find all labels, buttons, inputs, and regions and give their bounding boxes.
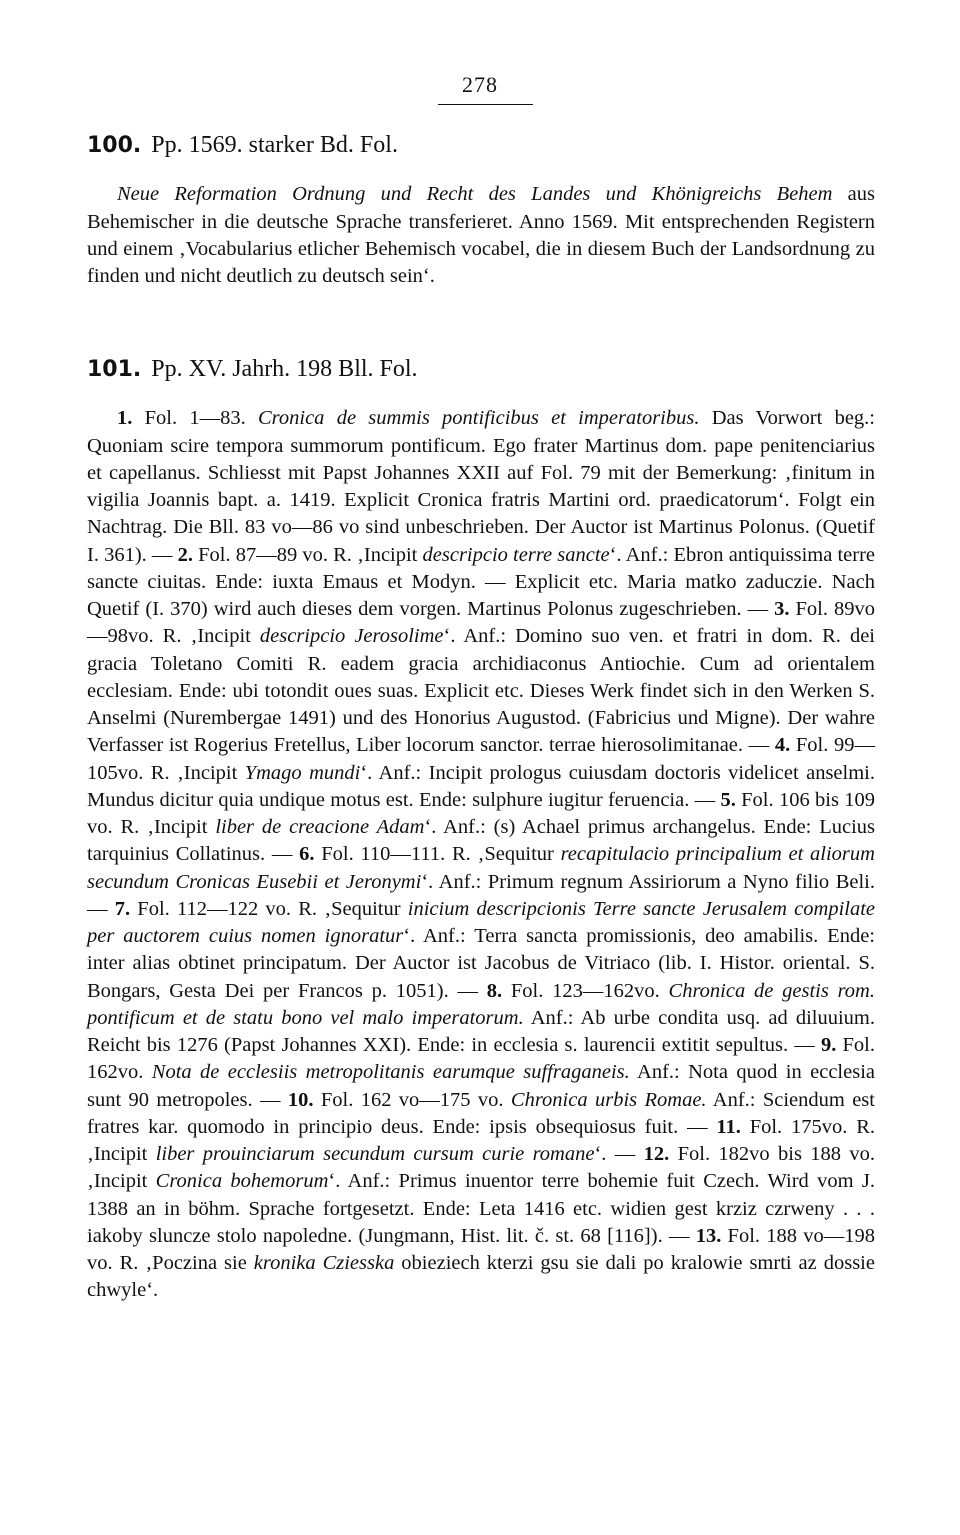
text-run: Fol. 182vo bis 188 vo. ‚Incipit bbox=[87, 1143, 876, 1193]
italic-title: Ymago mundi bbox=[244, 761, 361, 784]
entry-101-number: 101. bbox=[87, 357, 142, 382]
italic-title: liber de creacione Adam bbox=[215, 816, 425, 838]
text-run: Fol. 162vo. bbox=[87, 1034, 875, 1084]
italic-title: inicium descripcionis Terre sancte Jerusalem compilate per auctorem cuius nomen ignoratur bbox=[87, 897, 876, 947]
item-number: 2. bbox=[177, 543, 193, 566]
text-run: Fol. 89vo—98vo. R. ‚Incipit bbox=[87, 598, 875, 648]
entry-100-text: aus Behemischer in die deutsche Sprache transferieret. Anno 1569. Mit entsprechenden Registern und einem ‚Vocabularius etlicher Behemisch vocabel, die in diesem Buch der Landsordnung zu finden und nicht deutlich zu deutsch sein‘. bbox=[87, 183, 875, 287]
text-run: Fol. 175vo. R. ‚Incipit bbox=[87, 1115, 875, 1165]
text-run: ‘. Anf.: Terra sancta promissionis, deo amabilis. Ende: inter alias obtinet principatum. Der Auctor ist Jacobus de Vitriaco (lib. I. Histor. oriental. S. Bongars, Gesta Dei per Francos p. 1051). — bbox=[87, 925, 876, 1002]
italic-title: descripcio terre sancte bbox=[422, 543, 610, 566]
entry-101-body bbox=[87, 405, 875, 1304]
text-run: Fol. 87—89 vo. R. ‚Incipit bbox=[192, 543, 423, 566]
text-run: Fol. 162 vo—175 vo. bbox=[313, 1088, 511, 1111]
text-run: obieziech kterzi gsu sie dali po kralowie smrti az dossie chwyle‘. bbox=[87, 1252, 875, 1302]
entry-101-heading-text: Pp. XV. Jahrh. 198 Bll. Fol. bbox=[151, 356, 418, 382]
entry-100-heading bbox=[87, 132, 875, 159]
text-run: Anf.: Nota quod in ecclesia sunt 90 metropoles. — bbox=[87, 1061, 875, 1111]
entry-100-title: Neue Reformation Ordnung und Recht des Landes und Khönigreichs Behem bbox=[117, 183, 833, 206]
italic-title: Cronica bohemorum bbox=[155, 1170, 329, 1193]
item-number: 13. bbox=[695, 1224, 722, 1247]
text-run: ‘. Anf.: Incipit prologus cuiusdam doctoris videlicet anselmi. Mundus dicitur quia undique motus est. Ende: sulphure iugitur feruencia. — bbox=[87, 761, 875, 811]
text-run: Anf.: Ab urbe condita usq. ad diluuium. Reicht bis 1276 (Papst Johannes XXI). Ende: in ecclesia s. laurencii extitit sepultus. — bbox=[87, 1006, 875, 1056]
entry-100-heading-text: Pp. 1569. starker Bd. Fol. bbox=[151, 132, 398, 158]
italic-title: kronika Cziesska bbox=[253, 1252, 395, 1274]
italic-title: recapitulacio principalium et aliorum secundum Cronicas Eusebii et Jeronymi bbox=[87, 843, 875, 893]
text-run: Fol. 123—162vo. bbox=[502, 979, 669, 1002]
italic-title: Nota de ecclesiis metropolitanis earumque suffraganeis. bbox=[151, 1061, 630, 1084]
text-run: Fol. 1—83. bbox=[132, 407, 258, 430]
item-number: 12. bbox=[643, 1143, 670, 1165]
text-run: Fol. 99—105vo. R. ‚Incipit bbox=[87, 734, 875, 784]
text-run: ‘. Anf.: Primus inuentor terre bohemie fuit Czech. Wird vom J. 1388 an in böhm. Sprache fortgesetzt. Ende: Leta 1416 etc. widien gest krziz czrweny . . . iakoby sluncze stolo napoledne. (Jungmann, Hist. lit. č. st. 68 [116]). — bbox=[87, 1170, 875, 1247]
item-number: 7. bbox=[114, 897, 131, 920]
text-run: Fol. 188 vo—198 vo. R. ‚Poczina sie bbox=[87, 1224, 875, 1274]
text-run: Anf.: Sciendum est fratres kar. quomodo in principio deus. Ende: ipsis obsequiosus fuit. — bbox=[87, 1088, 875, 1138]
item-number: 8. bbox=[486, 979, 503, 1002]
text-run: ‘. Anf.: Primum regnum Assiriorum a Nyno filio Beli. — bbox=[87, 870, 875, 920]
italic-title: descripcio Jerosolime bbox=[259, 625, 444, 648]
text-run: ‘. Anf.: Ebron antiquissima terre sancte ciuitas. Ende: iuxta Emaus et Modyn. — Explicit etc. Maria matko zaduczie. Nach Quetif (I. 370) wird auch dieses dem vorgen. Martinus Polonus zugeschrieben. — bbox=[87, 543, 876, 620]
item-number: 6. bbox=[299, 843, 315, 866]
item-number: 11. bbox=[716, 1115, 741, 1138]
page-number: 278 bbox=[462, 72, 498, 97]
entry-100-description bbox=[87, 181, 875, 290]
text-run: Das Vorwort beg.: Quoniam scire tempora summorum pontificum. Ego frater Martinus dom. pape penitenciarius et capellanus. Schliesst mit Papst Johannes XXII auf Fol. 79 mit der Bemerkung: ‚finitum in vigilia Joannis bapt. a. 1419. Explicit Cronica fratris Martini ord. praedicatorum‘. Folgt ein Nachtrag. Die Bll. 83 vo—86 vo sind unbeschrieben. Der Auctor ist Martinus Polonus. (Quetif I. 361). — bbox=[87, 407, 875, 566]
text-run: ‘. Anf.: Domino suo ven. et fratri in dom. R. dei gracia Toletano Comiti R. eadem gracia archidiaconus Antiochie. Cum ad orientalem ecclesiam. Ende: ubi totondit oues suas. Explicit etc. Dieses Werk findet sich in den Werken S. Anselmi (Nurembergae 1491) und des Honorius Augustod. (Fabricius und Migne). Der wahre Verfasser ist Rogerius Fretellus, Liber locorum sanctor. terrae hierosolimitanae. — bbox=[87, 625, 875, 757]
italic-title: Chronica urbis Romae. bbox=[510, 1088, 707, 1111]
item-number: 5. bbox=[720, 788, 736, 811]
entry-101 bbox=[87, 356, 875, 1305]
item-number: 9. bbox=[820, 1034, 837, 1056]
item-number: 10. bbox=[287, 1088, 314, 1111]
text-run: Fol. 106 bis 109 vo. R. ‚Incipit bbox=[87, 788, 875, 838]
text-run: ‘. — bbox=[594, 1143, 644, 1165]
text-run: ‘. Anf.: (s) Achael primus archangelus. Ende: Lucius tarquinius Collatinus. — bbox=[87, 816, 875, 866]
text-run: Fol. 112—122 vo. R. ‚Sequitur bbox=[130, 897, 408, 920]
entry-100-number: 100. bbox=[87, 133, 142, 158]
text-run: Fol. 110—111. R. ‚Sequitur bbox=[314, 843, 561, 866]
italic-title: Chronica de gestis rom. pontificum et de statu bono vel malo imperatorum. bbox=[87, 979, 875, 1029]
italic-title: liber prouinciarum secundum cursum curie romane bbox=[155, 1143, 595, 1165]
italic-title: Cronica de summis pontificibus et imperatoribus. bbox=[258, 407, 700, 430]
entry-101-heading bbox=[87, 356, 875, 383]
item-number: 1. bbox=[117, 407, 133, 430]
item-number: 4. bbox=[774, 734, 791, 757]
item-number: 3. bbox=[774, 598, 790, 620]
page-number-rule bbox=[438, 104, 533, 105]
entry-100 bbox=[87, 132, 875, 290]
